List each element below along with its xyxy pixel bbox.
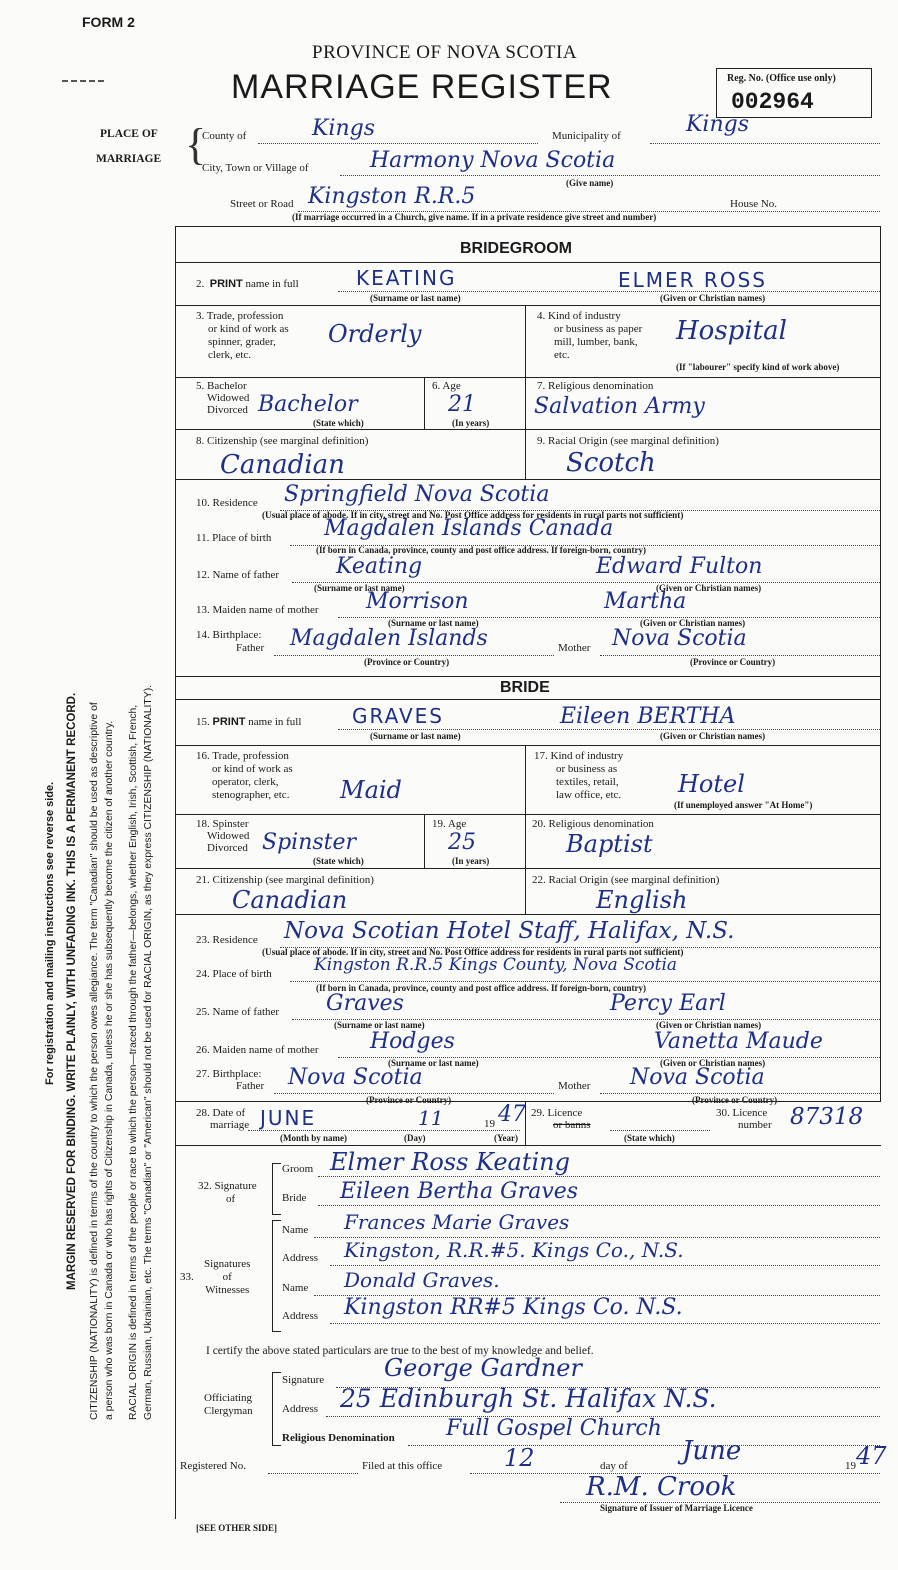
witness1-name: Frances Marie Graves — [344, 1210, 570, 1234]
groom-sig-label: Groom — [282, 1163, 314, 1175]
bride-name-label: 15. PRINT name in full — [196, 716, 302, 728]
filed-month: June — [682, 1436, 742, 1466]
frame-right-bride — [880, 676, 881, 1101]
witness-bracket — [272, 1220, 281, 1332]
bride-racial-label: 22. Racial Origin (see marginal definition) — [532, 874, 720, 886]
bride-age-label: 19. Age — [432, 818, 467, 830]
clergy-denomination: Full Gospel Church — [446, 1416, 662, 1441]
groom-status-label: 5. Bachelor Widowed Divorced — [196, 380, 250, 416]
bride-status-label: 18. Spinster Widowed Divorced — [196, 818, 250, 854]
groom-residence: Springfield Nova Scotia — [284, 482, 550, 507]
groom-heading: BRIDEGROOM — [460, 240, 572, 257]
clergy-bracket — [272, 1372, 281, 1446]
bride-bp-father-hint: (Province or Country) — [366, 1095, 452, 1105]
groom-residence-hint: (Usual place of abode. If in city, street and No. Post Office address for residents in rural parts not sufficient) — [262, 510, 684, 520]
groom-birthplace-hint: (If born in Canada, province, county and post office address. If foreign-born, country) — [316, 545, 647, 555]
marriage-day: 11 — [418, 1106, 444, 1130]
groom-mother-surname-hint: (Surname or last name) — [388, 618, 479, 628]
house-label: House No. — [730, 198, 778, 210]
groom-father-label: 12. Name of father — [196, 569, 280, 581]
groom-trade: Orderly — [328, 320, 422, 348]
bride-sig-label: Bride — [282, 1192, 307, 1204]
margin-racial-def-2: German, Russian, Ukrainian, etc. The terms "Canadian" or "American" should not be used for RACIAL ORIGIN, as they express CITIZENSHIP (NATIONALITY). — [143, 684, 154, 1420]
groom-religion-label: 7. Religious denomination — [537, 380, 654, 392]
groom-bp-father-hint: (Province or Country) — [364, 657, 450, 667]
bride-residence-hint: (Usual place of abode. If in city, street and No. Post Office address for residents in rural parts not sufficient) — [262, 947, 684, 957]
margin-citizenship-def-1: CITIZENSHIP (NATIONALITY) is defined in terms of the country to which the person owes allegiance. The term "Canadian" should be used as descriptive of — [89, 702, 100, 1420]
city-label: City, Town or Village of — [202, 162, 309, 174]
issuer-signature: R.M. Crook — [586, 1472, 737, 1502]
reg-number-box — [716, 68, 872, 118]
bride-racial: English — [596, 886, 688, 914]
bride-surname: GRAVES — [352, 704, 444, 728]
clergy-address-label: Address — [282, 1403, 319, 1415]
witnesses-number: 33. — [180, 1271, 194, 1283]
licence-number-label: 30. Licence number — [716, 1107, 772, 1131]
issuer-label: Signature of Issuer of Marriage Licence — [600, 1503, 753, 1513]
bride-status: Spinster — [262, 830, 357, 855]
form-title: MARRIAGE REGISTER — [231, 68, 613, 106]
bride-father-surname-hint: (Surname or last name) — [334, 1020, 425, 1030]
groom-trade-label: 3. Trade, profession or kind of work as spinner, grader, clerk, etc. — [196, 310, 289, 361]
groom-industry-label: 4. Kind of industry or business as paper mill, lumber, bank, etc. — [537, 310, 643, 361]
groom-racial-label: 9. Racial Origin (see marginal definition) — [537, 435, 719, 447]
signature-label: 32. Signature of — [198, 1180, 257, 1205]
see-other-side: [SEE OTHER SIDE] — [196, 1523, 278, 1533]
margin-citizenship-def-2: a person who was born in Canada or who has rights of Citizenship in Canada, unless he or she has subsequently become the citizen of another country. — [104, 720, 115, 1420]
clergy-denomination-label: Religious Denomination — [282, 1432, 395, 1444]
clergy-signature: George Gardner — [384, 1354, 582, 1382]
bride-signature: Eileen Bertha Graves — [340, 1179, 579, 1204]
bride-father-surname: Graves — [326, 991, 404, 1016]
groom-status-hint: (State which) — [313, 418, 364, 428]
reg-number: 002964 — [731, 89, 814, 115]
groom-bp-father: Magdalen Islands — [290, 626, 488, 651]
month-hint: (Month by name) — [280, 1133, 347, 1143]
bride-religion-label: 20. Religious denomination — [532, 818, 654, 830]
witness1-address: Kingston, R.R.#5. Kings Co., N.S. — [344, 1238, 684, 1262]
bride-residence-label: 23. Residence — [196, 934, 258, 946]
marriage-year: 47 — [498, 1102, 526, 1127]
bride-mother-surname-hint: (Surname or last name) — [388, 1058, 479, 1068]
filed-year-prefix: 19 — [845, 1460, 856, 1472]
filed-year: 47 — [856, 1442, 887, 1470]
frame-left — [175, 226, 176, 1519]
groom-father-given: Edward Fulton — [596, 554, 763, 579]
groom-mother-given: Martha — [604, 589, 687, 614]
day-of-label: day of — [600, 1460, 628, 1472]
groom-bp-mother-hint: (Province or Country) — [690, 657, 776, 667]
municipality-value: Kings — [686, 112, 750, 137]
groom-age-hint: (In years) — [452, 418, 490, 428]
bride-mother-label: 26. Maiden name of mother — [196, 1044, 319, 1056]
frame-top — [175, 226, 881, 227]
place-label-2: MARRIAGE — [96, 153, 162, 165]
place-brace: { — [185, 120, 207, 169]
marriage-month: JUNE — [260, 1106, 317, 1130]
city-value: Harmony Nova Scotia — [370, 148, 616, 173]
bride-bp-father: Nova Scotia — [288, 1065, 423, 1090]
county-value: Kings — [312, 116, 376, 141]
punch-mark — [62, 80, 104, 82]
groom-surname-hint: (Surname or last name) — [370, 293, 461, 303]
groom-father-given-hint: (Given or Christian names) — [656, 583, 762, 593]
bride-birthplace: Kingston R.R.5 Kings County, Nova Scotia — [314, 955, 678, 975]
groom-given-names: ELMER ROSS — [618, 268, 767, 292]
bride-birthplace-hint: (If born in Canada, province, county and post office address. If foreign-born, country) — [316, 983, 647, 993]
form-number: FORM 2 — [82, 14, 135, 30]
bride-given-hint: (Given or Christian names) — [660, 731, 766, 741]
bride-trade: Maid — [340, 776, 402, 804]
bride-mother-given-hint: (Given or Christian names) — [660, 1058, 766, 1068]
bride-citizenship: Canadian — [232, 886, 348, 914]
witness2-address: Kingston RR#5 Kings Co. N.S. — [344, 1295, 683, 1320]
street-value: Kingston R.R.5 — [308, 184, 476, 209]
groom-signature: Elmer Ross Keating — [330, 1148, 570, 1176]
witness2-name: Donald Graves. — [344, 1268, 500, 1292]
street-label: Street or Road — [230, 198, 294, 210]
groom-residence-label: 10. Residence — [196, 497, 258, 509]
groom-mother-given-hint: (Given or Christian names) — [640, 618, 746, 628]
bride-status-hint: (State which) — [313, 856, 364, 866]
licence-number: 87318 — [790, 1104, 864, 1130]
witness2-address-label: Address — [282, 1310, 319, 1322]
bride-trade-label: 16. Trade, profession or kind of work as operator, clerk, stenographer, etc. — [196, 750, 293, 801]
bride-heading: BRIDE — [500, 679, 550, 696]
bride-mother-surname: Hodges — [370, 1029, 455, 1054]
bride-bp-label: 27. Birthplace: — [196, 1068, 262, 1080]
groom-bp-mother-label: Mother — [558, 642, 591, 654]
groom-citizenship-label: 8. Citizenship (see marginal definition) — [196, 435, 369, 447]
clergy-address: 25 Edinburgh St. Halifax N.S. — [340, 1384, 717, 1413]
signature-bracket — [272, 1163, 281, 1215]
margin-binding-note: MARGIN RESERVED FOR BINDING. WRITE PLAINLY, WITH UNFADING INK. THIS IS A PERMANENT RECORD. — [66, 692, 78, 1290]
clergy-label: Officiating Clergyman — [204, 1392, 253, 1417]
groom-surname: KEATING — [356, 266, 457, 290]
bride-citizenship-label: 21. Citizenship (see marginal definition) — [196, 874, 374, 886]
reg-number-label: Reg. No. (Office use only) — [727, 73, 836, 84]
registered-no-label: Registered No. — [180, 1460, 246, 1472]
groom-status: Bachelor — [258, 392, 358, 417]
groom-given-hint: (Given or Christian names) — [660, 293, 766, 303]
groom-bp-label: 14. Birthplace: — [196, 629, 262, 641]
bride-surname-hint: (Surname or last name) — [370, 731, 461, 741]
filed-label: Filed at this office — [362, 1460, 443, 1472]
bride-residence: Nova Scotian Hotel Staff, Halifax, N.S. — [284, 918, 735, 944]
bride-mother-given: Vanetta Maude — [654, 1029, 823, 1054]
groom-bp-father-label: Father — [236, 642, 265, 654]
groom-mother-surname: Morrison — [366, 589, 469, 614]
groom-name-label: 2. PRINT name in full — [196, 278, 299, 290]
year-hint: (Year) — [494, 1133, 518, 1143]
bride-bp-mother-hint: (Province or Country) — [692, 1095, 778, 1105]
bride-given-names: Eileen BERTHA — [560, 704, 736, 729]
bride-birthplace-label: 24. Place of birth — [196, 968, 272, 980]
witness1-address-label: Address — [282, 1252, 319, 1264]
groom-mother-label: 13. Maiden name of mother — [196, 604, 319, 616]
county-label: County of — [202, 130, 247, 142]
margin-racial-def-1: RACIAL ORIGIN is defined in terms of the people or race to which the person—traced through the father—belongs, whether English, Irish, Scottish, French, — [128, 704, 139, 1420]
groom-religion: Salvation Army — [534, 394, 705, 419]
bride-religion: Baptist — [566, 830, 653, 858]
filed-day: 12 — [504, 1444, 535, 1472]
municipality-label: Municipality of — [552, 130, 621, 142]
place-label-1: PLACE OF — [100, 128, 158, 140]
clergy-signature-label: Signature — [282, 1374, 325, 1386]
day-hint: (Day) — [404, 1133, 426, 1143]
bride-bp-mother-label: Mother — [558, 1080, 591, 1092]
bride-bp-father-label: Father — [236, 1080, 265, 1092]
groom-father-surname: Keating — [336, 554, 423, 579]
street-hint: (If marriage occurred in a Church, give name. If in a private residence give street and number) — [292, 212, 657, 222]
groom-industry: Hospital — [676, 316, 787, 346]
groom-citizenship: Canadian — [220, 450, 345, 480]
bride-bp-mother: Nova Scotia — [630, 1065, 765, 1090]
licence-label: 29. Licence or banns — [531, 1107, 591, 1131]
groom-bp-mother: Nova Scotia — [612, 626, 747, 651]
bride-industry-label: 17. Kind of industry or business as textiles, retail, law office, etc. — [534, 750, 624, 801]
province-heading: PROVINCE OF NOVA SCOTIA — [312, 42, 578, 63]
city-hint: (Give name) — [566, 178, 614, 188]
witnesses-label: Signatures of Witnesses — [204, 1258, 251, 1296]
groom-birthplace: Magdalen Islands Canada — [324, 516, 614, 541]
groom-father-surname-hint: (Surname or last name) — [314, 583, 405, 593]
certification-text: I certify the above stated particulars are true to the best of my knowledge and belief. — [206, 1345, 594, 1357]
witness2-name-label: Name — [282, 1282, 309, 1294]
groom-age-label: 6. Age — [432, 380, 461, 392]
bride-father-given: Percy Earl — [610, 991, 726, 1016]
bride-age-hint: (In years) — [452, 856, 490, 866]
witness1-name-label: Name — [282, 1224, 309, 1236]
bride-industry: Hotel — [678, 770, 745, 798]
groom-age: 21 — [448, 392, 476, 417]
groom-industry-hint: (If "labourer" specify kind of work above) — [676, 362, 840, 372]
bride-father-given-hint: (Given or Christian names) — [656, 1020, 762, 1030]
margin-mailing-note: For registration and mailing instructions see reverse side. — [44, 781, 56, 1085]
bride-father-label: 25. Name of father — [196, 1006, 280, 1018]
groom-racial: Scotch — [566, 448, 656, 478]
date-label: 28. Date of marriage — [196, 1107, 250, 1131]
bride-age: 25 — [448, 830, 476, 855]
licence-hint: (State which) — [624, 1133, 675, 1143]
frame-right-groom — [880, 226, 881, 676]
groom-birthplace-label: 11. Place of birth — [196, 532, 272, 544]
bride-industry-hint: (If unemployed answer "At Home") — [674, 800, 813, 810]
marriage-year-prefix: 19 — [484, 1118, 495, 1130]
